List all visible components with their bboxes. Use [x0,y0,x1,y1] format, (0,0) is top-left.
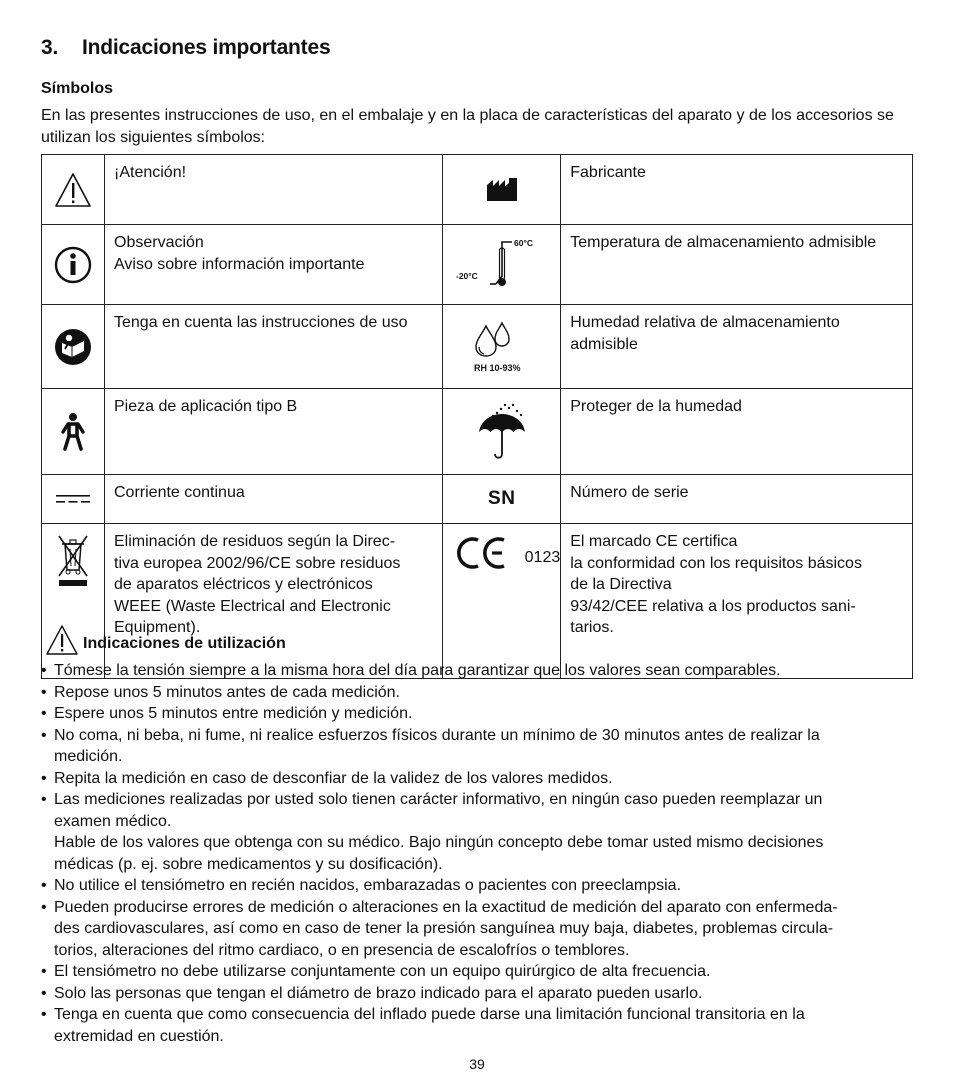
serial-number-label: SN [488,487,516,509]
humidity-range-label: RH 10-93% [473,362,521,373]
list-item: • Repose unos 5 minutos antes de cada medición. [41,683,400,701]
table-row [42,389,913,475]
symbol-description: ¡Atención! [105,155,443,225]
symbols-heading: Símbolos [41,80,114,97]
list-item: • Pueden producirse errores de medición o alteraciones en la exactitud de medición del aparato con enfermeda- des cardiovasculares, así como en caso de tener la presión sanguínea muy baja, diabetes, problemas circula- torios, alteraciones del ritmo cardiaco, o en presencia de escalofríos o temblores. [41,898,838,959]
list-item: • Repita la medición en caso de desconfiar de la validez de los valores medidos. [41,769,613,787]
temperature-low-label: -20°C [455,270,478,281]
symbol-description: Proteger de la humedad [561,389,913,475]
direct-current-icon [42,475,105,524]
warning-triangle-icon [45,624,79,656]
list-item: • No utilice el tensiómetro en recién nacidos, embarazadas o pacientes con preeclampsia. [41,877,682,894]
list-item: • Tenga en cuenta que como consecuencia del inflado puede darse una limitación funcional transitoria en la extremidad en cuestión. [41,1006,805,1045]
symbol-description: Fabricante [561,155,913,225]
usage-heading [45,624,286,656]
list-item: • Las mediciones realizadas por usted solo tienen carácter informativo, en ningún caso pueden reemplazar un examen médico. Hable de los valores que obtenga con su médico. Bajo ningún concepto debe tomar usted mismo decisiones médicas (p. ej. sobre medicamentos y su dosificación). [41,791,824,873]
list-item: • Espere unos 5 minutos entre medición y medición. [41,705,413,722]
temperature-high-label: 60°C [513,237,533,248]
usage-list [41,660,916,1047]
notified-body-number: 0123 [524,549,561,567]
info-icon [42,225,105,305]
table-row [42,225,913,305]
section-number: 3. [41,36,59,59]
symbol-description: Número de serie [561,475,913,524]
manufacturer-icon [443,155,561,225]
list-item: • No coma, ni beba, ni fume, ni realice esfuerzos físicos durante un mínimo de 30 minutos antes de realizar la medición. [41,726,820,765]
symbol-description: Humedad relativa de almacenamiento admisible [561,305,913,389]
list-item: • Tómese la tensión siempre a la misma hora del día para garantizar que los valores sean comparables. [41,662,781,679]
table-row [42,475,913,524]
section-title: Indicaciones importantes [82,36,331,59]
table-row [42,305,913,389]
symbol-description: Corriente continua [105,475,443,524]
read-instructions-icon [42,305,105,389]
temperature-limit-icon [443,225,561,305]
usage-heading-text: Indicaciones de utilización [83,635,286,652]
keep-dry-umbrella-icon [443,389,561,475]
page-number: 39 [469,1056,485,1072]
symbols-table [41,154,913,679]
table-row [42,155,913,225]
symbols-intro: En las presentes instrucciones de uso, en el embalaje y en la placa de características del aparato y de los accesorios se utilizan los siguientes símbolos: [41,107,894,146]
symbol-description: Tenga en cuenta las instrucciones de uso [105,305,443,389]
ce-mark-icon [443,524,561,679]
symbol-description: Pieza de aplicación tipo B [105,389,443,475]
symbol-description: Observación Aviso sobre información importante [105,225,443,305]
symbol-description: Eliminación de residuos según la Direc- tiva europea 2002/96/CE sobre residuos de aparatos eléctricos y electrónicos WEEE (Waste Electrical and Electronic Equipment). [105,524,443,679]
humidity-icon [443,305,561,389]
list-item: • El tensiómetro no debe utilizarse conjuntamente con un equipo quirúrgico de alta frecuencia. [41,963,711,980]
serial-number-icon [443,475,561,524]
type-b-applied-part-icon [42,389,105,475]
symbol-description: Temperatura de almacenamiento admisible [561,225,913,305]
list-item: • Solo las personas que tengan el diámetro de brazo indicado para el aparato pueden usarlo. [41,984,703,1002]
section-heading [41,36,330,60]
symbol-description: El marcado CE certifica la conformidad con los requisitos básicos de la Directiva 93/42/CEE relativa a los productos sani- tarios. [561,524,913,679]
warning-triangle-icon [42,155,105,225]
